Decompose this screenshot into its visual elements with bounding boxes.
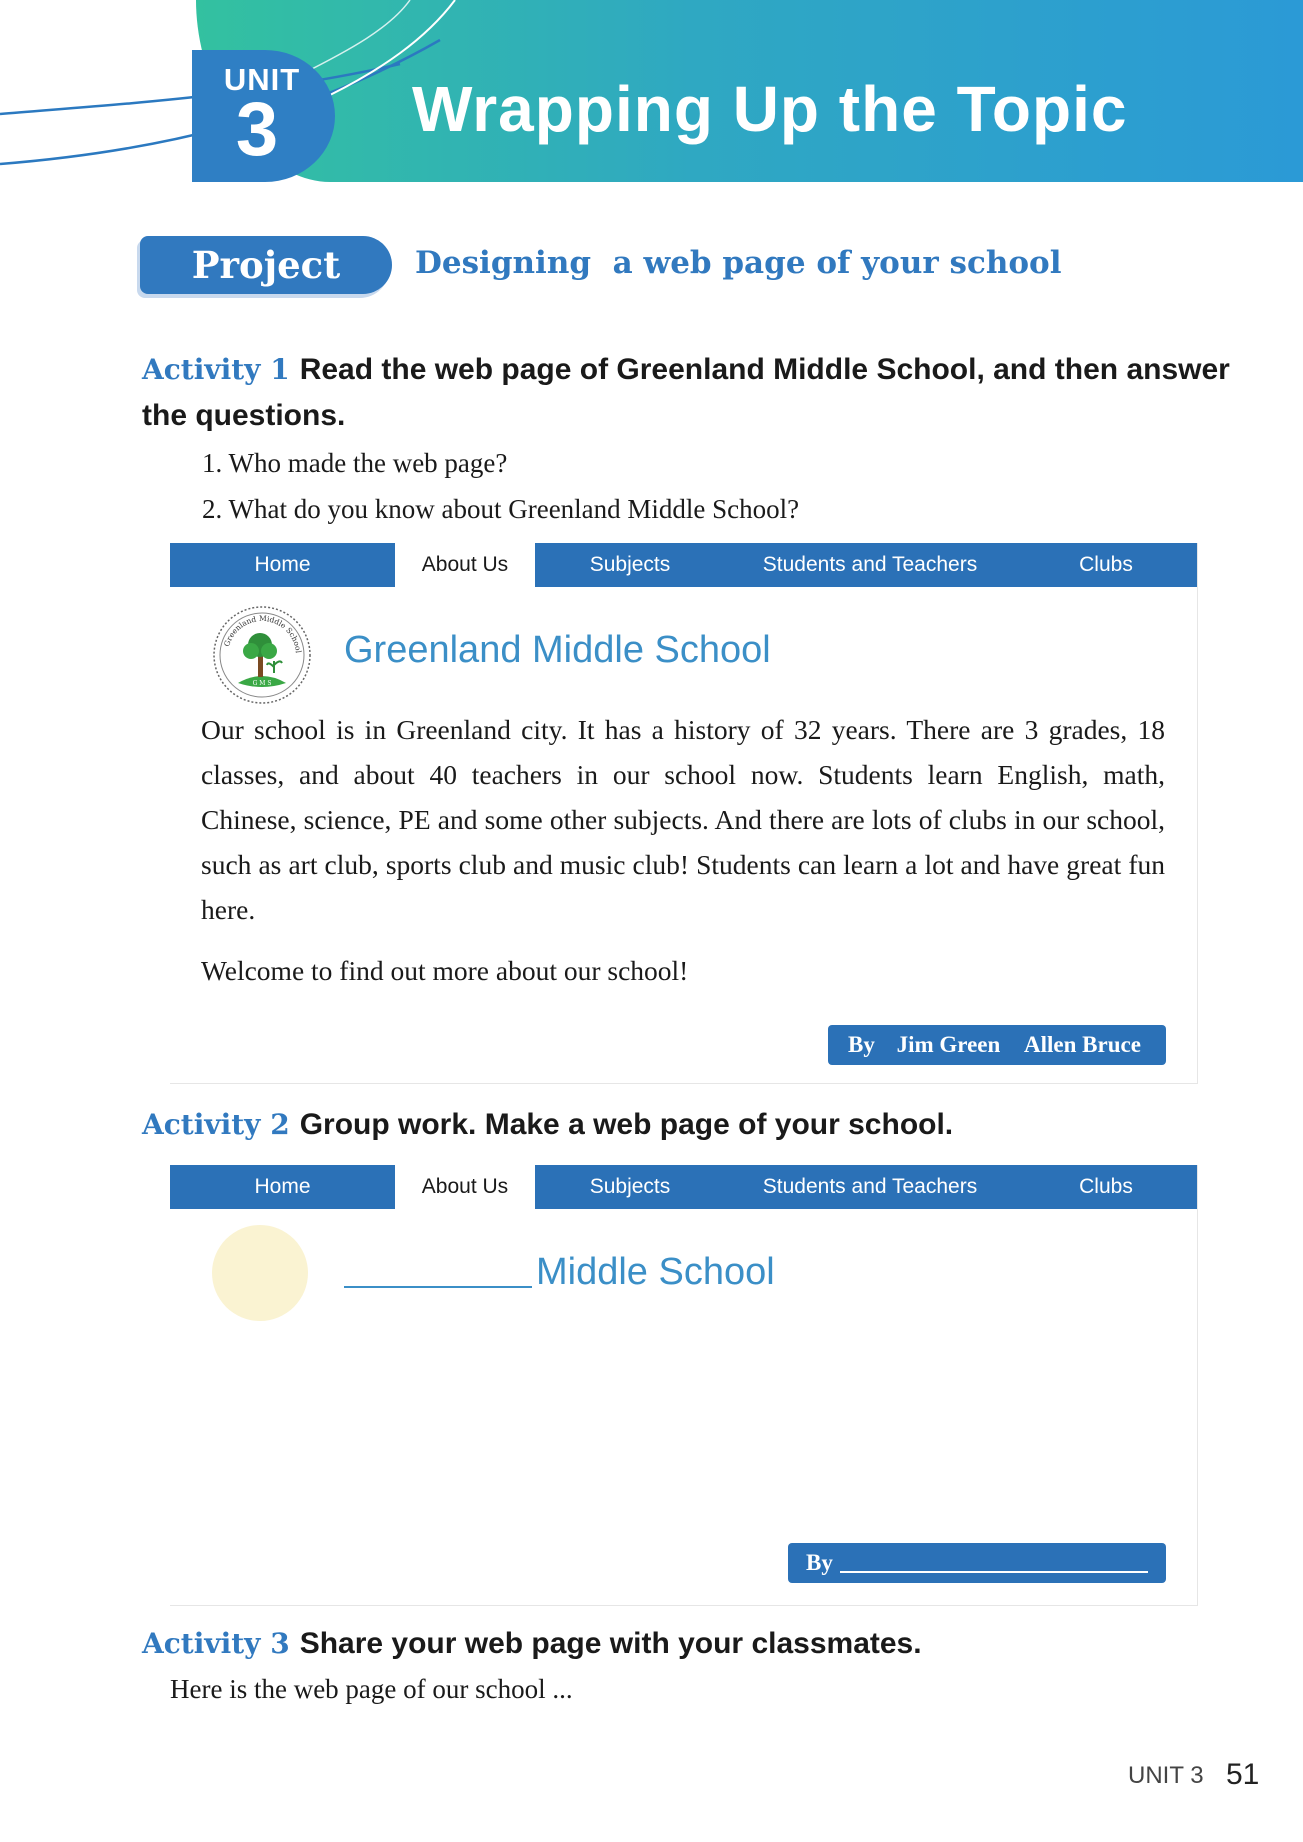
sample-web-page bbox=[170, 543, 1198, 1084]
nav-home[interactable]: Home bbox=[254, 1175, 311, 1198]
school-description: Our school is in Greenland city. It has a history of 32 years. There are 3 grades, 18 classes, and about 40 teachers in our school now. Students learn English, math, Chinese, science, PE and some other subjects. And there are lots of clubs in our school, such as art club, sports club and music club! Students can learn a lot and have great fun here. bbox=[201, 714, 1165, 925]
footer-unit: UNIT 3 bbox=[1128, 1762, 1204, 1789]
nav-students-teachers[interactable]: Students and Teachers bbox=[762, 553, 978, 576]
by-label: By bbox=[806, 1550, 833, 1575]
activity2-instruction: Group work. Make a web page of your school. bbox=[299, 1108, 954, 1141]
nav-subjects[interactable]: Subjects bbox=[589, 1175, 671, 1198]
question-1: 1. Who made the web page? bbox=[202, 448, 508, 478]
activity1-heading bbox=[142, 347, 1230, 393]
nav-home[interactable]: Home bbox=[254, 553, 311, 576]
activity1-instruction-line1: Read the web page of Greenland Middle School, and then answer bbox=[299, 353, 1230, 386]
page-title: Wrapping Up the Topic bbox=[412, 73, 1128, 145]
question-2: 2. What do you know about Greenland Middle School? bbox=[202, 494, 800, 524]
logo-arc-text: Greenland Middle School bbox=[222, 613, 303, 654]
nav-about-us[interactable]: About Us bbox=[395, 1165, 535, 1209]
school-name-suffix: Middle School bbox=[536, 1251, 775, 1293]
author-2: Allen Bruce bbox=[1024, 1032, 1141, 1057]
activity2-label: Activity 2 bbox=[142, 1108, 290, 1141]
authors-blank[interactable] bbox=[840, 1571, 1148, 1573]
page-number: 51 bbox=[1226, 1758, 1260, 1791]
nav-clubs[interactable]: Clubs bbox=[1079, 1175, 1133, 1198]
nav-subjects[interactable]: Subjects bbox=[589, 553, 671, 576]
activity3-heading bbox=[142, 1621, 922, 1667]
authors-bar bbox=[828, 1025, 1166, 1065]
activity3-label: Activity 3 bbox=[142, 1627, 290, 1660]
school-logo bbox=[210, 603, 314, 707]
nav-clubs[interactable]: Clubs bbox=[1079, 553, 1133, 576]
unit-badge bbox=[192, 50, 332, 182]
activity1-label: Activity 1 bbox=[142, 353, 290, 386]
authors-bar-blank bbox=[788, 1543, 1166, 1583]
activity1-instruction-line2: the questions. bbox=[142, 399, 346, 432]
unit-label: UNIT bbox=[223, 62, 301, 97]
school-name-blank[interactable] bbox=[344, 1286, 532, 1288]
logo-placeholder[interactable] bbox=[212, 1225, 308, 1321]
project-subtitle: Designing a web page of your school bbox=[415, 245, 1062, 281]
unit-number: 3 bbox=[235, 87, 279, 172]
author-1: Jim Green bbox=[896, 1032, 1001, 1057]
by-label: By bbox=[848, 1032, 875, 1057]
welcome-text: Welcome to find out more about our school! bbox=[201, 955, 689, 986]
activity2-heading bbox=[142, 1102, 953, 1148]
logo-initials: G M S bbox=[252, 680, 272, 687]
nav-bar-blank bbox=[170, 1165, 1197, 1209]
nav-students-teachers[interactable]: Students and Teachers bbox=[762, 1175, 978, 1198]
school-name: Greenland Middle School bbox=[344, 629, 771, 671]
project-label: Project bbox=[140, 236, 392, 294]
nav-bar bbox=[170, 543, 1197, 587]
activity3-instruction: Share your web page with your classmates. bbox=[299, 1627, 922, 1660]
nav-about-us[interactable]: About Us bbox=[395, 543, 535, 587]
activity3-prompt: Here is the web page of our school ... bbox=[170, 1674, 573, 1704]
blank-web-page bbox=[170, 1165, 1198, 1606]
